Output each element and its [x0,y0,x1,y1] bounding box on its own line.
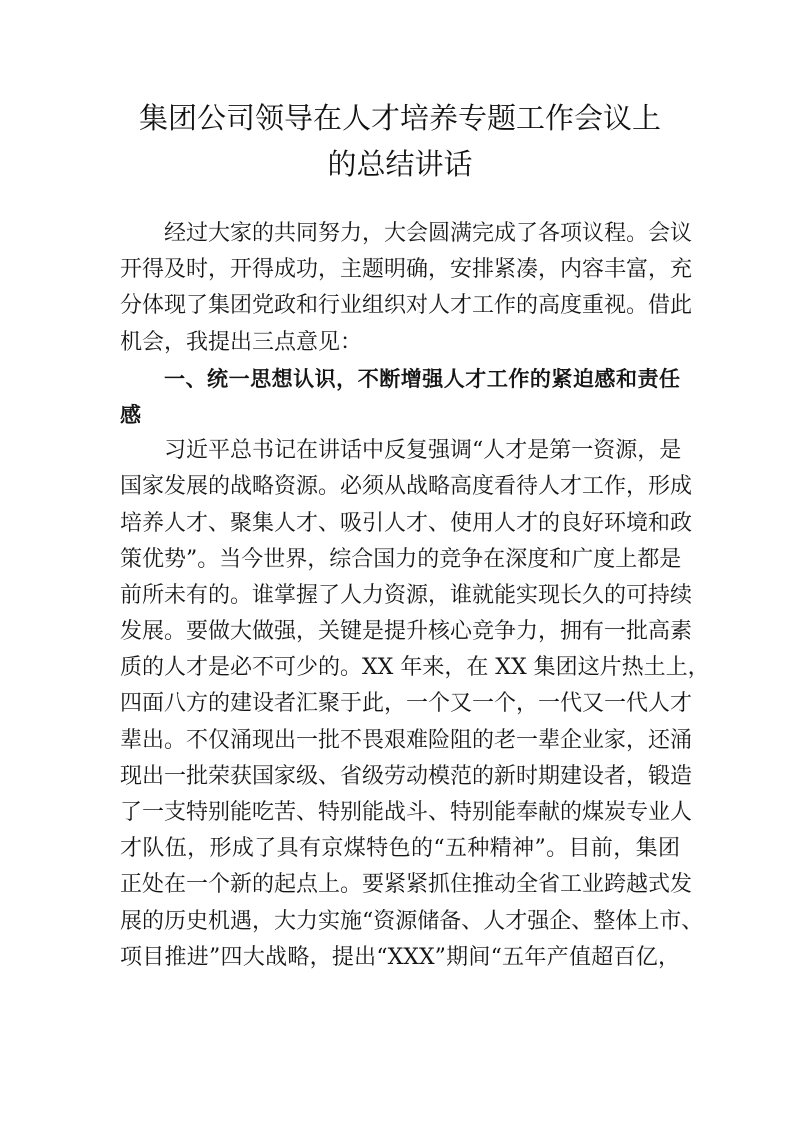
paragraph-2-line: 策优势”。当今世界，综合国力的竞争在深度和广度上都是 [120,546,682,572]
paragraph-2-line: 正处在一个新的起点上。要紧紧抓住推动全省工业跨越式发 [120,872,693,898]
paragraph-2-line: 辈出。不仅涌现出一批不畏艰难险阻的老一辈企业家，还涌 [120,727,693,753]
paragraph-2-line: 四面八方的建设者汇聚于此，一个又一个，一代又一代人才 [120,691,693,717]
paragraph-2-line: 现出一批荣获国家级、省级劳动模范的新时期建设者，锻造 [120,763,693,789]
paragraph-2-line: 展的历史机遇，大力实施“资源储备、人才强企、整体上市、 [120,908,704,934]
section-heading-1-cont: 感 [120,402,141,427]
document-body [120,216,710,976]
paragraph-2-line: 了一支特别能吃苦、特别能战斗、特别能奉献的煤炭专业人 [120,800,693,825]
paragraph-2-line: 项目推进”四大战略，提出“XXX”期间“五年产值超百亿， [120,944,680,970]
paragraph-2-line: 质的人才是必不可少的。XX 年来，在 XX 集团这片热土上， [120,655,710,681]
paragraph-2-line: 才队伍，形成了具有京煤特色的“五种精神”。目前，集团 [120,836,680,862]
title-line-1: 集团公司领导在人才培养专题工作会议上 [138,101,661,135]
paragraph-1-line: 机会，我提出三点意见： [120,329,363,355]
paragraph-2-line: 前所未有的。谁掌握了人力资源，谁就能实现长久的可持续 [120,582,693,608]
paragraph-2-line: 发展。要做大做强，关键是提升核心竞争力，拥有一批高素 [120,619,693,645]
paragraph-1-line: 分体现了集团党政和行业组织对人才工作的高度重视。借此 [120,293,693,319]
paragraph-1-line: 经过大家的共同努力，大会圆满完成了各项议程。会议 [164,221,693,246]
section-heading-1: 一、统一思想认识，不断增强人才工作的紧迫感和责任 [164,366,680,391]
paragraph-2-line: 国家发展的战略资源。必须从战略高度看待人才工作，形成 [120,474,693,500]
paragraph-2-line: 习近平总书记在讲话中反复强调“人才是第一资源，是 [164,438,682,464]
title-line-2: 的总结讲话 [327,147,473,181]
document-title [0,95,800,187]
paragraph-1-line: 开得及时，开得成功，主题明确，安排紧凑，内容丰富，充 [120,257,693,283]
paragraph-2-line: 培养人才、聚集人才、吸引人才、使用人才的良好环境和政 [120,510,693,536]
